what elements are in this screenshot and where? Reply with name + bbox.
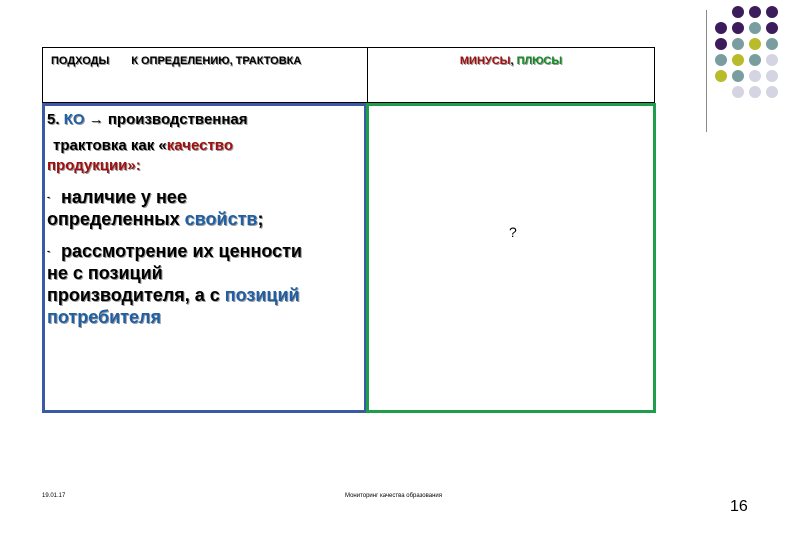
approach-ko: КО	[63, 111, 85, 128]
header-minus-label: МИНУСЫ	[459, 55, 511, 67]
approach-number: 5.	[47, 111, 60, 128]
question-mark: ?	[509, 224, 517, 240]
approach-product-term: продукции»:	[47, 157, 141, 174]
decorative-dot	[766, 38, 778, 50]
header-separator: ,	[510, 55, 517, 67]
approach-line2	[53, 136, 358, 156]
decorative-dot	[749, 22, 761, 34]
list-item	[47, 240, 358, 328]
decorative-dot	[749, 86, 761, 98]
decorative-dot	[766, 6, 778, 18]
decorative-dot	[766, 54, 778, 66]
header-approaches	[42, 47, 367, 103]
item2-line-a: рассмотрение их ценности	[61, 241, 302, 261]
decorative-dot	[732, 6, 744, 18]
bullet-icon: -	[47, 192, 50, 202]
bullet-icon: -	[47, 246, 50, 256]
approach-line1: производственная	[107, 111, 248, 128]
approach-cell	[42, 103, 367, 413]
header-approaches-label: ПОДХОДЫ	[51, 55, 110, 67]
item2-positions: позиций	[224, 285, 300, 305]
decorative-dot	[715, 38, 727, 50]
decorative-dot	[732, 22, 744, 34]
item1-line-b: определенных	[47, 209, 180, 229]
footer-title: Мониторинг качества образования	[345, 493, 443, 499]
arrow-icon: →	[88, 111, 104, 128]
decorative-dot	[749, 38, 761, 50]
item1-properties: свойств	[184, 209, 258, 229]
footer-date: 19.01.17	[42, 493, 66, 499]
header-definition-label: К ОПРЕДЕЛЕНИЮ, ТРАКТОВКА	[131, 55, 302, 67]
decorative-dot	[749, 70, 761, 82]
decorative-dot	[766, 70, 778, 82]
decorative-dot	[732, 54, 744, 66]
decorative-dot	[766, 86, 778, 98]
item2-consumer: потребителя	[47, 307, 161, 327]
item1-end: ;	[257, 209, 264, 229]
approach-title-line	[47, 110, 358, 130]
decorative-dot	[749, 6, 761, 18]
item2-line-b: не с позиций	[47, 263, 163, 283]
decorative-dot	[715, 70, 727, 82]
decorative-dot	[732, 70, 744, 82]
decorative-dot	[715, 22, 727, 34]
item2-line-c: производителя, а с	[47, 285, 220, 305]
header-plus-label: ПЛЮСЫ	[516, 55, 563, 67]
list-item	[47, 186, 358, 230]
approach-line2-text: трактовка как «	[53, 137, 167, 154]
decorative-dot	[749, 54, 761, 66]
pros-cons-cell	[366, 103, 656, 413]
page-number: 16	[730, 498, 748, 515]
approach-quality-term: качество	[166, 137, 233, 154]
decorative-dot	[715, 54, 727, 66]
decorative-dot	[732, 38, 744, 50]
decorative-dot	[732, 86, 744, 98]
spacer	[684, 58, 689, 63]
approach-line3	[47, 156, 358, 176]
decorative-dot	[766, 22, 778, 34]
header-pros-cons	[367, 47, 655, 103]
item1-line-a: наличие у нее	[61, 187, 187, 207]
decorative-line	[706, 10, 707, 132]
